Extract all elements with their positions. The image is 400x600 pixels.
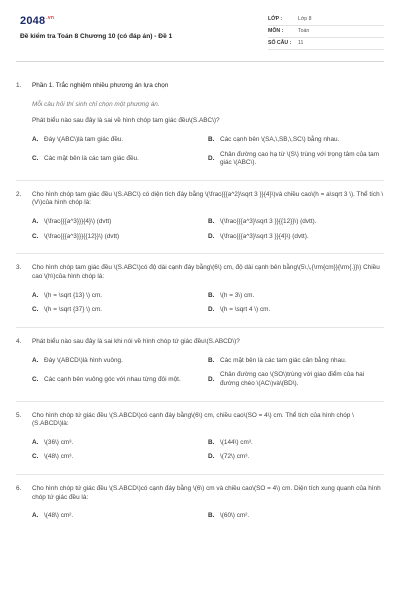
option-b[interactable]	[208, 136, 382, 145]
question-number: 2.	[16, 190, 22, 198]
option-label: B.	[208, 512, 215, 520]
option-label: A.	[32, 291, 39, 299]
question-4	[16, 338, 384, 355]
section-title: Phần 1. Trắc nghiệm nhiều phương án lựa chọn	[32, 82, 169, 89]
exam-content	[16, 62, 384, 521]
option-text: \(\frac{{{a^3}}}{4}\) (dvtt)	[44, 218, 112, 226]
document-header	[16, 0, 384, 62]
option-text: \(h = 3\) cm.	[220, 291, 255, 299]
option-text: Đáy \(ABCD\)là hình vuông.	[44, 356, 123, 364]
divider	[16, 253, 384, 254]
question-1-options	[32, 136, 384, 168]
option-text: \(h = \sqrt {37} \) cm.	[44, 306, 103, 314]
option-d[interactable]	[208, 306, 382, 315]
option-label: B.	[208, 438, 215, 446]
question-stem: Cho hình chóp tam giác đều \(S.ABC\) có diện tích đáy bằng \(\frac{{{a^2}\sqrt 3 }}{4}\)và chiều cao\(h = a\sqrt 3 \). Thể tích \(V\)của hình chóp là:	[32, 190, 384, 207]
option-d[interactable]	[208, 233, 382, 242]
option-a[interactable]	[32, 136, 206, 145]
option-label: B.	[208, 356, 215, 364]
option-text: \(144\) cm³.	[220, 438, 253, 446]
option-label: B.	[208, 135, 215, 143]
logo-text: 2048	[20, 15, 46, 27]
option-text: \(\frac{{{a^3}}}{{12}}\) (dvtt)	[44, 232, 120, 240]
option-d[interactable]	[208, 151, 382, 168]
option-d[interactable]	[208, 371, 382, 388]
option-label: A.	[32, 512, 39, 520]
option-c[interactable]	[32, 453, 206, 462]
option-text: \(\frac{{{a^3}\sqrt 3 }}{{12}}\) (dvtt).	[220, 218, 317, 226]
option-label: D.	[208, 453, 215, 461]
option-label: D.	[208, 306, 215, 314]
question-2	[16, 191, 384, 216]
meta-count-key: SỐ CÂU :	[268, 39, 292, 46]
question-5-options	[32, 439, 384, 462]
option-text: \(48\) cm³.	[44, 453, 74, 461]
option-label: A.	[32, 438, 39, 446]
divider	[16, 474, 384, 475]
option-text: Chân đường cao hạ từ \(S\) trùng với trọng tâm của tam giác \(ABC\).	[220, 150, 380, 167]
option-b[interactable]	[208, 218, 382, 227]
meta-subject-key: MÔN :	[268, 27, 284, 34]
question-stem: Phát biểu nào sau đây là sai về hình chóp tam giác đều\(S.ABC\)?	[32, 117, 220, 125]
option-text: \(48\) cm².	[44, 512, 74, 520]
option-text: \(h = \sqrt 4 \) cm.	[220, 306, 271, 314]
option-label: A.	[32, 356, 39, 364]
option-text: Các mặt bên là các tam giác cân bằng nhau.	[220, 356, 347, 364]
meta-subject	[268, 26, 384, 38]
option-label: A.	[32, 218, 39, 226]
option-b[interactable]	[208, 292, 382, 301]
option-text: \(60\) cm².	[220, 512, 250, 520]
option-c[interactable]	[32, 233, 206, 242]
question-number: 3.	[16, 264, 22, 272]
question-stem: Cho hình chóp tam giác đều \(S.ABC\)có độ dài cạnh đáy bằng\(6\) cm, độ dài cạnh bên bằng\(5\,\,{\rm{cm}}{\rm{.}}\) Chiều cao \(h\)của hình chóp là:	[32, 264, 380, 281]
logo-suffix: .vn	[46, 15, 55, 22]
question-5	[16, 412, 384, 437]
question-number: 4.	[16, 337, 22, 345]
section-1	[16, 82, 384, 99]
option-a[interactable]	[32, 357, 206, 366]
question-stem: Phát biểu nào sau đây là sai khi nói về hình chóp tứ giác đều\(S.ABCD\)?	[32, 337, 240, 345]
question-2-options	[32, 218, 384, 241]
option-b[interactable]	[208, 439, 382, 448]
meta-class-value: Lớp 8	[298, 15, 312, 22]
meta-class	[268, 14, 384, 26]
option-text: Các cạnh bên vuông góc với nhau từng đôi một.	[44, 375, 181, 383]
question-1	[16, 117, 384, 134]
question-stem: Cho hình chóp tứ giác đều \(S.ABCD\)có cạnh đáy bằng\(6\) cm, chiều cao\(SO = 4\) cm. Thể tích của hình chóp \(S.ABCD\)là:	[32, 411, 354, 428]
option-b[interactable]	[208, 512, 382, 521]
option-a[interactable]	[32, 512, 206, 521]
meta-class-key: LỚP :	[268, 15, 283, 22]
option-c[interactable]	[32, 306, 206, 315]
question-3	[16, 264, 384, 289]
meta-question-count	[268, 38, 384, 50]
option-label: D.	[208, 375, 215, 383]
meta-count-value: 11	[298, 39, 304, 46]
option-label: B.	[208, 218, 215, 226]
site-logo[interactable]	[20, 14, 54, 29]
question-number: 5.	[16, 411, 22, 419]
option-label: D.	[208, 232, 215, 240]
question-3-options	[32, 292, 384, 315]
option-label: C.	[32, 154, 39, 162]
option-text: Các mặt bên là các tam giác đều.	[44, 154, 139, 162]
document-meta	[268, 14, 384, 50]
option-text: Các cạnh bên \(SA,\,SB,\,SC\) bằng nhau.	[220, 135, 340, 143]
meta-subject-value: Toán	[298, 27, 310, 34]
question-6	[16, 485, 384, 510]
option-d[interactable]	[208, 453, 382, 462]
option-b[interactable]	[208, 357, 382, 366]
option-label: C.	[32, 375, 39, 383]
option-text: \(72\) cm³.	[220, 453, 250, 461]
document-title: Đề kiểm tra Toán 8 Chương 10 (có đáp án) - Đề 1	[20, 33, 173, 40]
divider	[16, 401, 384, 402]
option-text: \(36\) cm³.	[44, 438, 74, 446]
option-a[interactable]	[32, 439, 206, 448]
option-text: Đáy \(ABC\)là tam giác đều.	[44, 135, 124, 143]
option-text: \(h = \sqrt {13} \) cm.	[44, 291, 103, 299]
option-label: A.	[32, 135, 39, 143]
question-stem: Cho hình chóp tứ giác đều \(S.ABCD\)có cạnh đáy bằng \(6\) cm và chiều cao\(SO = 4\) cm. Diện tích xung quanh của hình chóp tứ giác đều là:	[32, 485, 381, 501]
option-label: D.	[208, 154, 215, 162]
option-label: B.	[208, 291, 215, 299]
divider	[16, 327, 384, 328]
option-c[interactable]	[32, 151, 206, 168]
question-number: 6.	[16, 485, 22, 493]
option-label: C.	[32, 453, 39, 461]
option-a[interactable]	[32, 218, 206, 227]
divider	[16, 180, 384, 181]
option-text: \(\frac{{{a^3}\sqrt 3 }}{4}\) (dvtt).	[220, 232, 309, 240]
question-number	[16, 117, 32, 134]
option-text: Chân đường cao \(SO\)trùng với giao điểm của hai đường chéo \(AC\)và\(BD\).	[220, 371, 365, 387]
option-label: C.	[32, 306, 39, 314]
option-a[interactable]	[32, 292, 206, 301]
option-c[interactable]	[32, 371, 206, 388]
section-instruction: Mỗi câu hỏi thí sinh chỉ chọn một phương án.	[32, 100, 160, 108]
question-4-options	[32, 357, 384, 389]
section-number: 1.	[16, 82, 22, 89]
option-label: C.	[32, 232, 39, 240]
question-6-options	[32, 512, 384, 521]
